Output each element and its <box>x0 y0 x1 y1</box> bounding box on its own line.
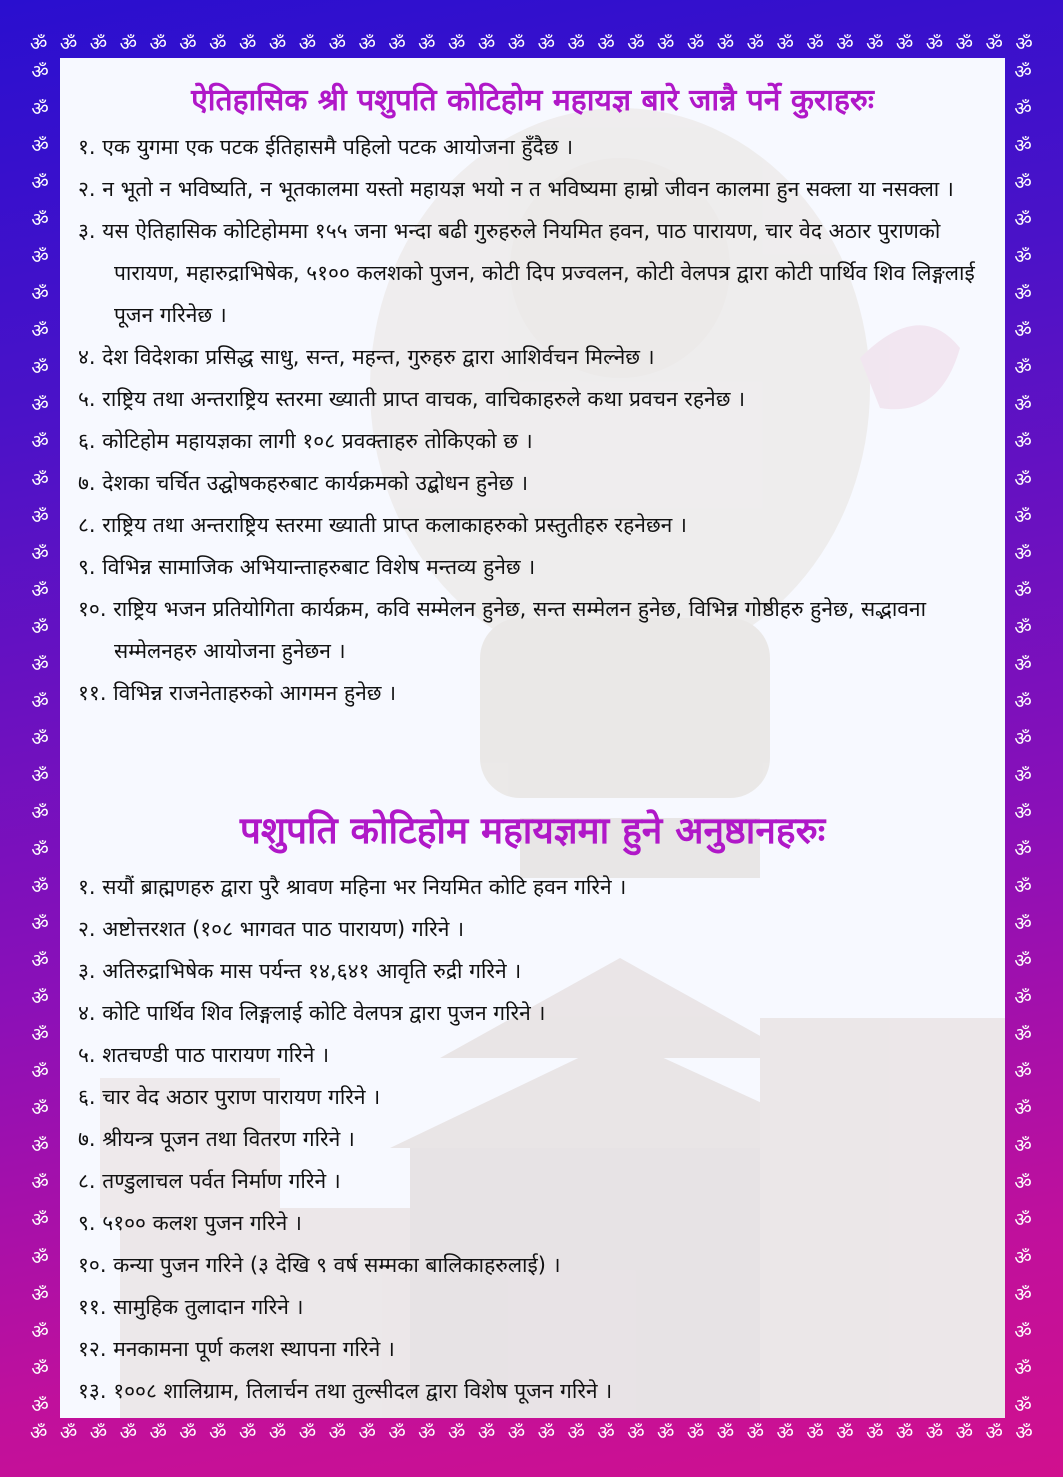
list-item-line <box>78 546 990 588</box>
om-symbol: ॐ <box>31 987 49 1010</box>
list-item <box>78 1244 990 1286</box>
om-symbol: ॐ <box>627 33 645 55</box>
om-symbol: ॐ <box>1014 135 1032 158</box>
om-symbol: ॐ <box>1014 542 1032 565</box>
om-symbol: ॐ <box>31 913 49 936</box>
om-symbol: ॐ <box>1014 98 1032 121</box>
om-symbol: ॐ <box>268 33 287 55</box>
om-symbol: ॐ <box>31 838 49 861</box>
list-item <box>78 504 990 546</box>
om-symbol: ॐ <box>477 1422 496 1444</box>
om-symbol: ॐ <box>1014 653 1032 676</box>
list-item-text: १००८ शालिग्राम, तिलार्चन तथा तुल्सीदल द्वारा विशेष पूजन गरिने । <box>113 1379 613 1403</box>
om-symbol: ॐ <box>1014 764 1032 787</box>
om-symbol: ॐ <box>537 1422 555 1444</box>
om-symbol: ॐ <box>298 1422 317 1444</box>
list-item-number: २. <box>78 917 96 941</box>
om-symbol: ॐ <box>567 33 585 55</box>
list-item-line <box>78 1286 990 1328</box>
om-symbol: ॐ <box>955 33 973 55</box>
list-item <box>78 1202 990 1244</box>
om-symbol: ॐ <box>31 579 49 602</box>
list-item-number: ४. <box>78 345 96 369</box>
list-item <box>78 1286 990 1328</box>
list-item-text: कोटिहोम महायज्ञका लागी १०८ प्रवक्ताहरु तोकिएको छ । <box>102 429 533 453</box>
om-symbol: ॐ <box>836 1422 854 1444</box>
om-symbol: ॐ <box>31 727 49 750</box>
om-symbol: ॐ <box>1014 987 1032 1010</box>
om-symbol: ॐ <box>31 1098 49 1121</box>
list-item-text: राष्ट्रिय तथा अन्तराष्ट्रिय स्तरमा ख्याती प्राप्त कलाकाहरुको प्रस्तुतीहरु रहनेछन । <box>102 513 687 537</box>
list-item-number: ६. <box>78 429 96 453</box>
list-item-number: ५. <box>78 1043 96 1067</box>
om-symbol: ॐ <box>418 33 436 55</box>
om-symbol: ॐ <box>985 1422 1003 1444</box>
om-symbol: ॐ <box>239 33 257 55</box>
om-symbol: ॐ <box>567 1422 585 1444</box>
list-item-text: कन्या पुजन गरिने (३ देखि ९ वर्ष सम्मका बालिकाहरुलाई) । <box>113 1253 561 1277</box>
list-item-line <box>78 462 990 504</box>
om-symbol: ॐ <box>31 764 49 787</box>
list-item <box>78 992 990 1034</box>
om-symbol: ॐ <box>31 542 49 565</box>
list-item-number: १२. <box>78 1337 107 1361</box>
list-item-line <box>78 1076 990 1118</box>
list-item-line <box>78 588 990 672</box>
list-item-text: देशका चर्चित उद्घोषकहरुबाट कार्यक्रमको उद्बोधन हुनेछ । <box>102 471 529 495</box>
om-symbol: ॐ <box>1014 1172 1032 1195</box>
om-symbol: ॐ <box>31 1320 49 1343</box>
list-item-number: ८. <box>78 1169 96 1193</box>
om-symbol: ॐ <box>1014 801 1032 824</box>
om-symbol: ॐ <box>1014 1320 1032 1343</box>
list-item <box>78 336 990 378</box>
om-symbol: ॐ <box>657 33 675 55</box>
om-symbol: ॐ <box>388 33 406 55</box>
om-symbol: ॐ <box>1014 1098 1032 1121</box>
list-item-line <box>78 1328 990 1370</box>
list-item-text: राष्ट्रिय भजन प्रतियोगिता कार्यक्रम, कवि सम्मेलन हुनेछ, सन्त सम्मेलन हुनेछ, विभिन्न गोष्ठीहरु हुनेछ, सद्भावना सम्मेलनहरु आयोजना हुनेछन । <box>113 597 927 663</box>
om-symbol: ॐ <box>1014 283 1032 306</box>
list-item <box>78 210 990 336</box>
list-item-text: तण्डुलाचल पर्वत निर्माण गरिने । <box>102 1169 341 1193</box>
list-item-number: ६. <box>78 1085 96 1109</box>
om-symbol: ॐ <box>358 33 376 55</box>
om-symbol: ॐ <box>31 246 49 269</box>
list-item-text: न भूतो न भविष्यति, न भूतकालमा यस्तो महायज्ञ भयो न त भविष्यमा हाम्रो जीवन कालमा हुन सक्ला या नसक्ला । <box>102 177 954 201</box>
om-symbol: ॐ <box>1015 33 1033 55</box>
om-symbol: ॐ <box>89 33 108 55</box>
list-item-number: ११. <box>78 681 107 705</box>
list-item-number: ५. <box>78 387 96 411</box>
list-item-line <box>78 336 990 378</box>
list-item-number: १०. <box>78 597 107 621</box>
om-symbol: ॐ <box>30 33 48 55</box>
om-symbol: ॐ <box>1014 209 1032 232</box>
list-item-number: २. <box>78 177 96 201</box>
list-item <box>78 1076 990 1118</box>
om-symbol: ॐ <box>448 33 466 55</box>
list-item-text: देश विदेशका प्रसिद्ध साधु, सन्त, महन्त, गुरुहरु द्वारा आशिर्वचन मिल्नेछ । <box>102 345 655 369</box>
om-symbol: ॐ <box>955 1422 973 1444</box>
om-symbol: ॐ <box>716 1422 735 1444</box>
list-item <box>78 1118 990 1160</box>
om-symbol: ॐ <box>1014 172 1032 195</box>
om-symbol: ॐ <box>328 1422 346 1444</box>
om-symbol: ॐ <box>149 33 167 55</box>
om-border-top <box>30 28 1033 58</box>
om-symbol: ॐ <box>89 1422 108 1444</box>
list-item-number: ३. <box>78 959 96 983</box>
list-item <box>78 908 990 950</box>
section1-title: ऐतिहासिक श्री पशुपति कोटिहोम महायज्ञ बारे जान्नै पर्ने कुराहरुः <box>191 83 874 118</box>
list-item-line <box>78 1370 990 1412</box>
list-item-line <box>78 1202 990 1244</box>
list-item-text: श्रीयन्त्र पूजन तथा वितरण गरिने । <box>102 1127 355 1151</box>
om-symbol: ॐ <box>477 33 496 55</box>
list-item-number: १०. <box>78 1253 107 1277</box>
section1-list <box>78 126 990 714</box>
om-symbol: ॐ <box>1014 431 1032 454</box>
list-item <box>78 1160 990 1202</box>
om-symbol: ॐ <box>1014 246 1032 269</box>
list-item-text: विभिन्न सामाजिक अभियान्ताहरुबाट विशेष मन्तव्य हुनेछ । <box>102 555 536 579</box>
om-symbol: ॐ <box>149 1422 167 1444</box>
list-item-line <box>78 950 990 992</box>
list-item-text: मनकामना पूर्ण कलश स्थापना गरिने । <box>113 1337 395 1361</box>
om-symbol: ॐ <box>31 801 49 824</box>
list-item-line <box>78 420 990 462</box>
om-symbol: ॐ <box>179 33 197 55</box>
om-symbol: ॐ <box>1014 616 1032 639</box>
list-item-text: यस ऐतिहासिक कोटिहोममा १५५ जना भन्दा बढी गुरुहरुले नियमित हवन, पाठ पारायण, चार वेद अठार पुराणको पारायण, महारुद्राभिषेक, ५१०० कलशको पुजन, कोटी दिप प्रज्वलन, कोटी वेलपत्र द्वारा कोटी पार्थिव शिव लिङ्गलाई पूजन गरिनेछ । <box>102 219 975 327</box>
list-item-line <box>78 672 990 714</box>
list-item <box>78 1370 990 1412</box>
list-item-line <box>78 1160 990 1202</box>
om-symbol: ॐ <box>31 394 49 417</box>
om-symbol: ॐ <box>239 1422 257 1444</box>
list-item-number: १. <box>78 875 96 899</box>
om-symbol: ॐ <box>1014 1246 1032 1269</box>
list-item-text: राष्ट्रिय तथा अन्तराष्ट्रिय स्तरमा ख्याती प्राप्त वाचक, वाचिकाहरुले कथा प्रवचन रहनेछ । <box>102 387 746 411</box>
list-item <box>78 546 990 588</box>
om-symbol: ॐ <box>59 33 78 55</box>
om-border-right <box>1005 58 1041 1418</box>
om-symbol: ॐ <box>31 283 49 306</box>
om-symbol: ॐ <box>31 876 49 899</box>
om-border-left <box>22 58 58 1418</box>
om-symbol: ॐ <box>836 33 854 55</box>
list-item-number: १. <box>78 135 96 159</box>
om-symbol: ॐ <box>507 1422 526 1444</box>
om-symbol: ॐ <box>448 1422 466 1444</box>
om-symbol: ॐ <box>268 1422 287 1444</box>
om-symbol: ॐ <box>31 690 49 713</box>
om-symbol: ॐ <box>746 33 764 55</box>
om-symbol: ॐ <box>59 1422 78 1444</box>
om-symbol: ॐ <box>31 468 49 491</box>
list-item-text: कोटि पार्थिव शिव लिङ्गलाई कोटि वेलपत्र द्वारा पुजन गरिने । <box>102 1001 546 1025</box>
list-item <box>78 1034 990 1076</box>
om-symbol: ॐ <box>806 1422 824 1444</box>
om-symbol: ॐ <box>716 33 735 55</box>
om-symbol: ॐ <box>328 33 346 55</box>
list-item-line <box>78 908 990 950</box>
list-item <box>78 672 990 714</box>
list-item-line <box>78 1034 990 1076</box>
om-symbol: ॐ <box>31 1172 49 1195</box>
list-item <box>78 462 990 504</box>
om-symbol: ॐ <box>31 61 49 83</box>
om-symbol: ॐ <box>507 33 526 55</box>
om-symbol: ॐ <box>806 33 824 55</box>
list-item-number: ७. <box>78 1127 96 1151</box>
list-item-text: अष्टोत्तरशत (१०८ भागवत पाठ पारायण) गरिने । <box>102 917 465 941</box>
om-symbol: ॐ <box>895 33 914 55</box>
list-item-line <box>78 378 990 420</box>
list-item-line <box>78 1118 990 1160</box>
list-item-text: ५१०० कलश पुजन गरिने । <box>102 1211 302 1235</box>
om-symbol: ॐ <box>1014 61 1032 83</box>
om-symbol: ॐ <box>776 1422 794 1444</box>
list-item-number: ९. <box>78 555 96 579</box>
om-symbol: ॐ <box>1015 1422 1033 1444</box>
om-symbol: ॐ <box>1014 727 1032 750</box>
om-symbol: ॐ <box>31 1209 49 1232</box>
om-symbol: ॐ <box>686 33 705 55</box>
om-symbol: ॐ <box>776 33 794 55</box>
om-symbol: ॐ <box>1014 394 1032 417</box>
om-symbol: ॐ <box>31 431 49 454</box>
om-symbol: ॐ <box>1014 1061 1032 1084</box>
list-item-text: सयौं ब्राह्मणहरु द्वारा पुरै श्रावण महिना भर नियमित कोटि हवन गरिने । <box>102 875 627 899</box>
list-item-text: सामुहिक तुलादान गरिने । <box>113 1295 304 1319</box>
om-symbol: ॐ <box>418 1422 436 1444</box>
om-symbol: ॐ <box>388 1422 406 1444</box>
om-symbol: ॐ <box>179 1422 197 1444</box>
om-symbol: ॐ <box>31 1135 49 1158</box>
om-symbol: ॐ <box>358 1422 376 1444</box>
om-symbol: ॐ <box>31 1024 49 1047</box>
list-item-line <box>78 866 990 908</box>
om-symbol: ॐ <box>1014 1357 1032 1380</box>
om-symbol: ॐ <box>31 357 49 380</box>
om-symbol: ॐ <box>657 1422 675 1444</box>
list-item-line <box>78 210 990 336</box>
list-item-line <box>78 1244 990 1286</box>
om-symbol: ॐ <box>31 653 49 676</box>
list-item-text: विभिन्न राजनेताहरुको आगमन हुनेछ । <box>113 681 397 705</box>
list-item-line <box>78 992 990 1034</box>
om-symbol: ॐ <box>1014 1283 1032 1306</box>
om-symbol: ॐ <box>1014 690 1032 713</box>
om-symbol: ॐ <box>31 1283 49 1306</box>
om-symbol: ॐ <box>298 33 317 55</box>
section2-title: पशुपति कोटिहोम महायज्ञमा हुने अनुष्ठानहरुः <box>239 809 826 852</box>
list-item-text: एक युगमा एक पटक ईतिहासमै पहिलो पटक आयोजना हुँदैछ । <box>102 135 574 159</box>
om-symbol: ॐ <box>1014 505 1032 528</box>
list-item-line <box>78 504 990 546</box>
om-symbol: ॐ <box>746 1422 764 1444</box>
om-symbol: ॐ <box>866 33 884 55</box>
om-symbol: ॐ <box>925 33 944 55</box>
list-item-text: चार वेद अठार पुराण पारायण गरिने । <box>102 1085 381 1109</box>
om-symbol: ॐ <box>985 33 1003 55</box>
list-item <box>78 378 990 420</box>
om-symbol: ॐ <box>1014 876 1032 899</box>
om-symbol: ॐ <box>627 1422 645 1444</box>
om-symbol: ॐ <box>1014 1135 1032 1158</box>
om-symbol: ॐ <box>1014 357 1032 380</box>
om-symbol: ॐ <box>597 33 615 55</box>
om-symbol: ॐ <box>209 1422 227 1444</box>
om-symbol: ॐ <box>119 33 137 55</box>
list-item <box>78 126 990 168</box>
om-symbol: ॐ <box>31 1246 49 1269</box>
list-item-number: ११. <box>78 1295 107 1319</box>
list-item-number: १३. <box>78 1379 107 1403</box>
om-symbol: ॐ <box>1014 468 1032 491</box>
om-symbol: ॐ <box>1014 838 1032 861</box>
om-symbol: ॐ <box>31 172 49 195</box>
om-symbol: ॐ <box>895 1422 914 1444</box>
om-symbol: ॐ <box>1014 579 1032 602</box>
list-item-number: ९. <box>78 1211 96 1235</box>
om-symbol: ॐ <box>31 950 49 973</box>
list-item <box>78 588 990 672</box>
om-symbol: ॐ <box>30 1422 48 1444</box>
om-symbol: ॐ <box>866 1422 884 1444</box>
section2-list <box>78 866 990 1412</box>
om-symbol: ॐ <box>686 1422 705 1444</box>
om-symbol: ॐ <box>31 135 49 158</box>
om-symbol: ॐ <box>31 98 49 121</box>
om-symbol: ॐ <box>31 320 49 343</box>
list-item-number: ७. <box>78 471 96 495</box>
om-symbol: ॐ <box>31 1357 49 1380</box>
om-symbol: ॐ <box>209 33 227 55</box>
list-item-line <box>78 168 990 210</box>
om-symbol: ॐ <box>31 1394 49 1417</box>
om-symbol: ॐ <box>119 1422 137 1444</box>
om-symbol: ॐ <box>31 616 49 639</box>
om-symbol: ॐ <box>1014 1024 1032 1047</box>
om-symbol: ॐ <box>31 209 49 232</box>
list-item <box>78 950 990 992</box>
om-symbol: ॐ <box>1014 913 1032 936</box>
om-symbol: ॐ <box>31 1061 49 1084</box>
list-item-number: ३. <box>78 219 96 243</box>
om-symbol: ॐ <box>925 1422 944 1444</box>
om-symbol: ॐ <box>597 1422 615 1444</box>
om-symbol: ॐ <box>31 505 49 528</box>
list-item-text: अतिरुद्राभिषेक मास पर्यन्त १४,६४१ आवृति रुद्री गरिने । <box>102 959 522 983</box>
om-symbol: ॐ <box>1014 1394 1032 1417</box>
list-item <box>78 420 990 462</box>
om-symbol: ॐ <box>1014 320 1032 343</box>
list-item <box>78 1328 990 1370</box>
list-item-text: शतचण्डी पाठ पारायण गरिने । <box>102 1043 330 1067</box>
list-item-line <box>78 126 990 168</box>
list-item <box>78 168 990 210</box>
om-symbol: ॐ <box>1014 1209 1032 1232</box>
list-item-number: ४. <box>78 1001 96 1025</box>
content-panel <box>60 58 1005 1418</box>
om-symbol: ॐ <box>537 33 555 55</box>
list-item-number: ८. <box>78 513 96 537</box>
list-item <box>78 866 990 908</box>
om-border-bottom <box>30 1417 1033 1447</box>
om-symbol: ॐ <box>1014 950 1032 973</box>
